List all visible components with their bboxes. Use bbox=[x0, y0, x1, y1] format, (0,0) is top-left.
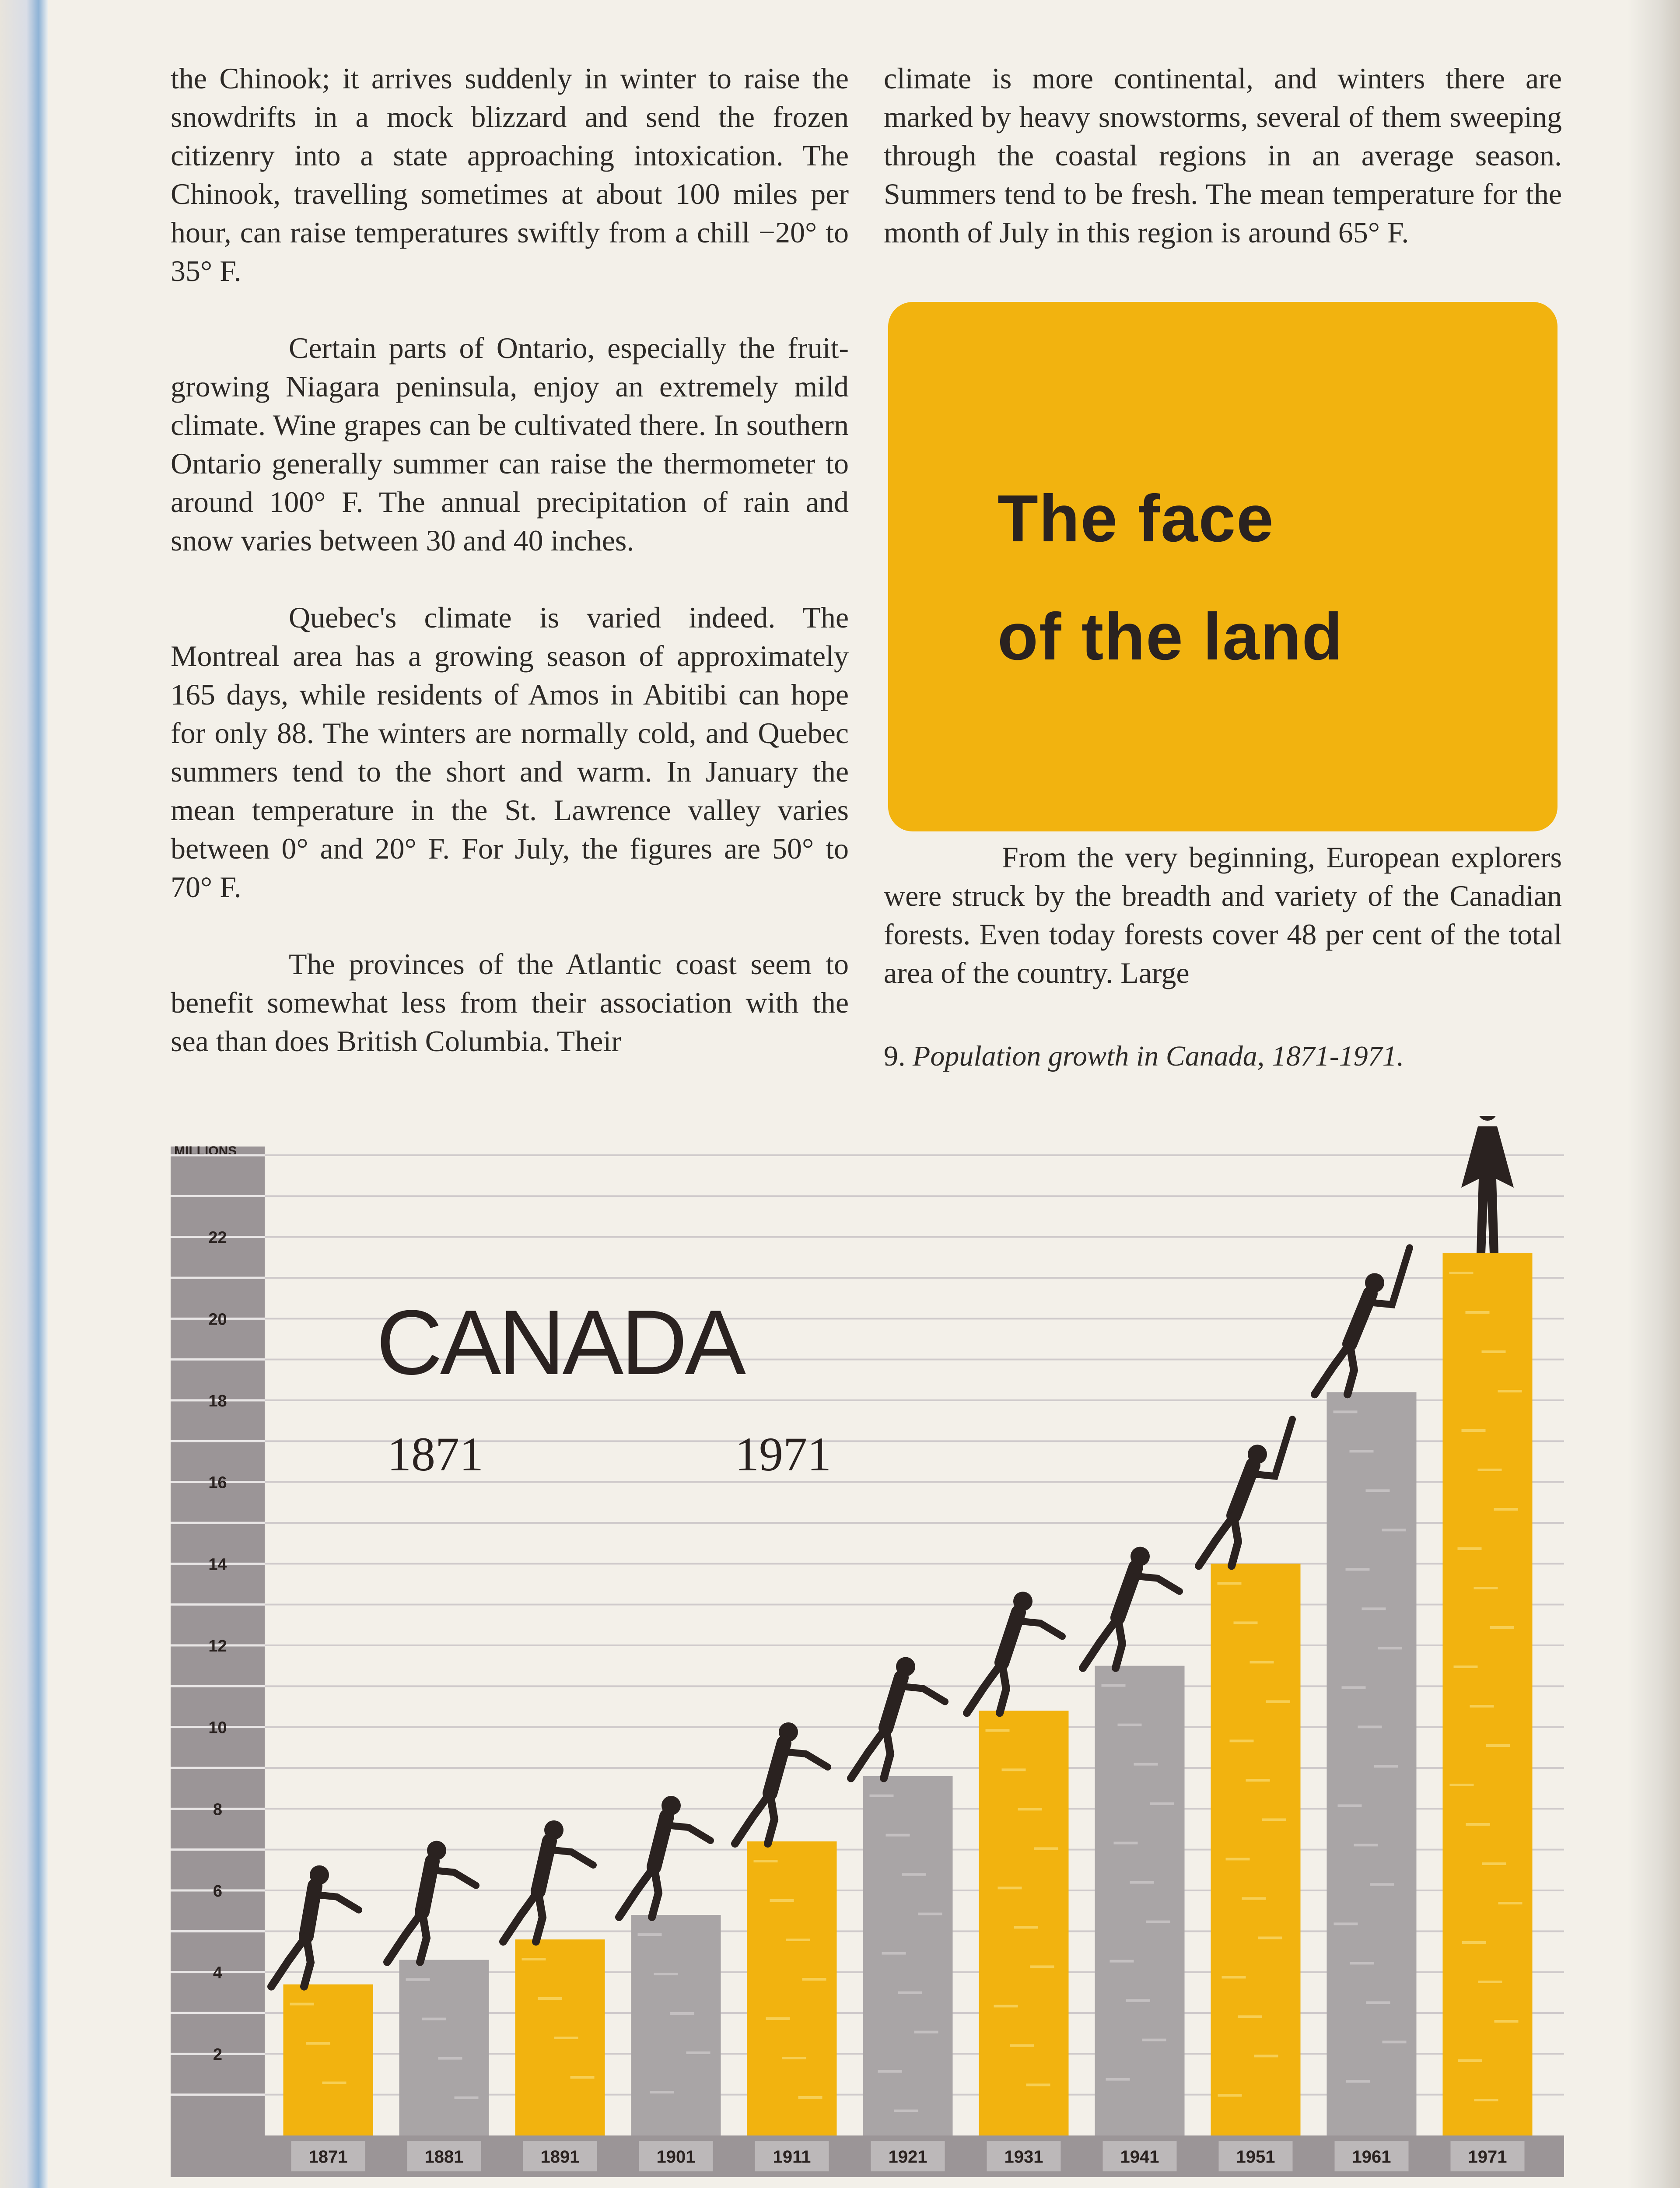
climbing-figure bbox=[387, 1841, 476, 1962]
climbing-figure bbox=[735, 1722, 828, 1844]
figure-arm bbox=[432, 1870, 476, 1886]
figure-head bbox=[1478, 1116, 1497, 1121]
chart-title: CANADA bbox=[376, 1291, 744, 1394]
section-title-line-1: The face bbox=[998, 481, 1274, 556]
figure-leg bbox=[652, 1867, 658, 1917]
figure-arm bbox=[667, 1825, 710, 1841]
x-tick-label-1911: 1911 bbox=[773, 2147, 811, 2167]
figure-arm bbox=[1018, 1621, 1062, 1636]
figure-leg bbox=[536, 1891, 542, 1942]
population-chart bbox=[171, 1116, 1571, 2188]
figure-leg bbox=[1232, 1515, 1238, 1566]
right-text-column-lower bbox=[884, 838, 1562, 1031]
bar-1961 bbox=[1327, 1392, 1417, 2135]
figure-leg bbox=[1083, 1618, 1118, 1668]
y-tick-label: 10 bbox=[208, 1718, 227, 1737]
figure-leg bbox=[967, 1662, 1002, 1713]
paragraph-atlantic: The provinces of the Atlantic coast seem to benefit somewhat less from their association with the sea than does British Columbia. Their bbox=[171, 947, 849, 1058]
section-title bbox=[998, 459, 1343, 696]
figure-leg bbox=[1315, 1344, 1350, 1394]
page-edge-right bbox=[1628, 0, 1680, 2188]
figure-leg bbox=[735, 1793, 770, 1844]
paragraph-chinook: the Chinook; it arrives suddenly in winter to raise the snowdrifts in a mock blizzard and send the frozen citizenry into a state approaching intoxication. The Chinook, travelling sometimes at about 100 miles per hour, can raise temperatures swiftly from a chill −20° to 35° F. bbox=[171, 62, 849, 288]
right-text-column bbox=[884, 59, 1562, 290]
x-tick-label-1941: 1941 bbox=[1120, 2147, 1159, 2167]
section-title-line-2: of the land bbox=[998, 600, 1344, 674]
bar-1951 bbox=[1211, 1564, 1301, 2135]
y-tick-label: 18 bbox=[208, 1392, 227, 1410]
figure-leg bbox=[851, 1728, 886, 1778]
paragraph-continental: climate is more continental, and winters there are marked by heavy snowstorms, several of them sweeping through the coastal regions in an average season. Summers tend to be fresh. The mean temperature for the month of July in this region is around 65° F. bbox=[884, 62, 1562, 249]
bar-1941 bbox=[1095, 1666, 1185, 2135]
x-tick-label-1871: 1871 bbox=[308, 2147, 348, 2167]
x-tick-label-1931: 1931 bbox=[1004, 2147, 1043, 2167]
x-tick-label-1891: 1891 bbox=[540, 2147, 580, 2167]
paragraph-quebec: Quebec's climate is varied indeed. The Montreal area has a growing season of approximately 165 days, while residents of Amos in Abitibi can hope for only 88. The winters are normally cold, and Quebec summers tend to the short and warm. In January the mean temperature in the St. Lawrence valley varies between 0° and 20° F. For July, the figures are 50° to 70° F. bbox=[171, 601, 849, 904]
figure-caption bbox=[884, 1037, 1562, 1076]
x-tick-label-1881: 1881 bbox=[424, 2147, 464, 2167]
figure-leg bbox=[271, 1936, 306, 1987]
climbing-figure bbox=[619, 1796, 710, 1917]
figure-leg bbox=[1000, 1662, 1006, 1713]
figure-arm bbox=[1136, 1576, 1180, 1592]
y-tick-label: 20 bbox=[208, 1310, 227, 1329]
y-axis-label: MILLIONS bbox=[174, 1144, 237, 1158]
climbing-figure bbox=[851, 1657, 945, 1778]
figure-arm bbox=[315, 1895, 359, 1910]
y-tick-label: 6 bbox=[213, 1882, 223, 1900]
bar-1931 bbox=[979, 1711, 1069, 2135]
bar-1911 bbox=[747, 1841, 837, 2135]
climbing-figure bbox=[1315, 1248, 1410, 1394]
figure-caption-text: Population growth in Canada, 1871-1971. bbox=[913, 1040, 1404, 1072]
page-edge-left bbox=[0, 0, 48, 2188]
bar-1921 bbox=[863, 1776, 953, 2135]
left-text-column bbox=[171, 59, 849, 1099]
x-tick-label-1951: 1951 bbox=[1236, 2147, 1275, 2167]
y-axis bbox=[171, 1144, 265, 2135]
chart-subtitle-end-year: 1971 bbox=[735, 1427, 831, 1481]
figure-leg bbox=[503, 1891, 538, 1942]
figure-body bbox=[1461, 1126, 1514, 1253]
climbing-figure bbox=[967, 1592, 1062, 1713]
bar-1901 bbox=[631, 1915, 721, 2135]
x-tick-label-1921: 1921 bbox=[888, 2147, 928, 2167]
bar-1871 bbox=[284, 1985, 373, 2135]
figure-arm bbox=[784, 1752, 828, 1767]
figure-leg bbox=[1348, 1344, 1354, 1394]
figure-leg bbox=[387, 1912, 422, 1962]
climbing-figure bbox=[1461, 1116, 1514, 1253]
x-tick-label-1901: 1901 bbox=[656, 2147, 696, 2167]
climbing-figure bbox=[271, 1865, 359, 1987]
y-tick-label: 22 bbox=[208, 1228, 227, 1247]
x-tick-label-1961: 1961 bbox=[1352, 2147, 1391, 2167]
y-tick-label: 4 bbox=[213, 1964, 223, 1982]
figure-leg bbox=[768, 1793, 774, 1844]
figure-leg bbox=[884, 1728, 890, 1778]
figure-leg bbox=[1116, 1618, 1122, 1668]
paragraph-ontario: Certain parts of Ontario, especially the fruit-growing Niagara peninsula, enjoy an extremely mild climate. Wine grapes can be cultivated there. In southern Ontario generally summer can raise the thermometer to around 100° F. The annual precipitation of rain and snow varies between 30 and 40 inches. bbox=[171, 331, 849, 557]
bar-1971 bbox=[1443, 1253, 1533, 2135]
bar-1881 bbox=[399, 1960, 489, 2135]
x-tick-label-1971: 1971 bbox=[1468, 2147, 1507, 2167]
figure-leg bbox=[420, 1912, 427, 1962]
y-tick-label: 14 bbox=[208, 1555, 227, 1574]
figure-arm bbox=[550, 1850, 593, 1865]
section-title-box bbox=[888, 302, 1558, 831]
chart-subtitle-start-year: 1871 bbox=[387, 1427, 483, 1481]
paragraph-forests: From the very beginning, European explorers were struck by the breadth and variety of the Canadian forests. Even today forests cover 48 per cent of the total area of the country. Large bbox=[884, 841, 1562, 989]
y-tick-label: 12 bbox=[208, 1637, 227, 1655]
x-axis-labels bbox=[171, 2135, 1564, 2177]
figure-number: 9. bbox=[884, 1040, 906, 1072]
y-tick-label: 8 bbox=[213, 1800, 223, 1819]
figure-leg bbox=[619, 1867, 654, 1917]
y-tick-label: 2 bbox=[213, 2045, 223, 2064]
figure-leg bbox=[304, 1936, 311, 1987]
climbing-figure bbox=[503, 1820, 593, 1942]
population-chart-svg bbox=[171, 1116, 1571, 2188]
y-tick-label: 16 bbox=[208, 1473, 227, 1492]
figure-arm bbox=[901, 1687, 945, 1702]
climbing-figure bbox=[1083, 1547, 1180, 1668]
